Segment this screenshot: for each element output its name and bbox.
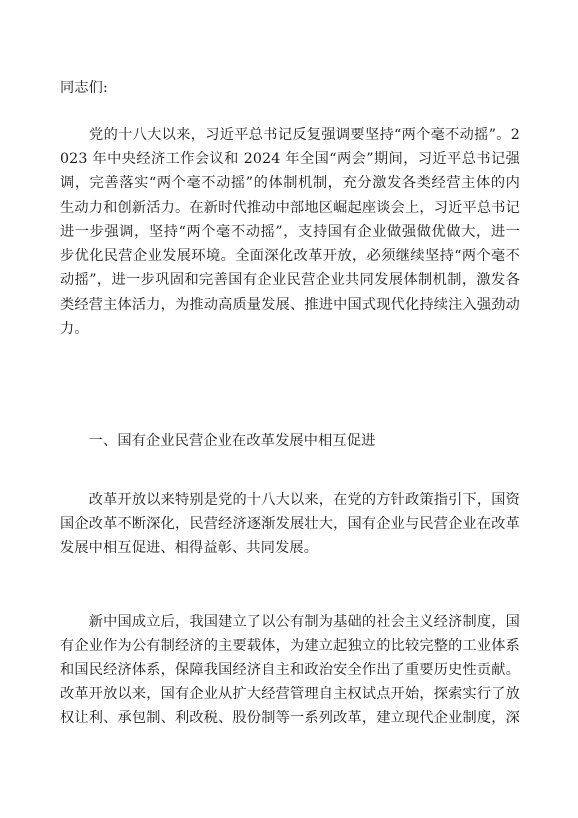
paragraph-3-line-5: 权让利、承包制、利改税、股份制等一系列改革，建立现代企业制度，深 xyxy=(60,710,520,726)
paragraph-3-line-3: 和国民经济体系，保障我国经济自主和政治安全作出了重要历史性贡献。 xyxy=(60,662,520,678)
section-heading: 一、国有企业民营企业在改革发展中相互促进 xyxy=(60,433,376,449)
paragraph-1-line-1: 党的十八大以来，习近平总书记反复强调要坚持“两个毫不动摇”。2 xyxy=(60,127,520,143)
paragraph-3-line-4: 改革开放以来，国有企业从扩大经营管理自主权试点开始，探索实行了放 xyxy=(60,686,520,702)
paragraph-2-line-1: 改革开放以来特别是党的十八大以来，在党的方针政策指引下，国资 xyxy=(60,492,520,508)
paragraph-3-line-2: 有企业作为公有制经济的主要载体，为建立起独立的比较完整的工业体系 xyxy=(60,638,520,654)
paragraph-1-line-9: 力。 xyxy=(60,321,89,337)
paragraph-1-line-4: 生动力和创新活力。在新时代推动中部地区崛起座谈会上，习近平总书记 xyxy=(60,200,520,216)
paragraph-1-line-7: 动摇”，进一步巩固和完善国有企业民营企业共同发展体制机制，激发各 xyxy=(60,272,520,288)
paragraph-1-line-2: 023 年中央经济工作会议和 2024 年全国“两会”期间，习近平总书记强 xyxy=(60,151,520,167)
salutation: 同志们: xyxy=(60,80,108,96)
paragraph-1-line-3: 调，完善落实“两个毫不动摇”的体制机制，充分激发各类经营主体的内 xyxy=(60,175,520,191)
paragraph-2-line-3: 发展中相互促进、相得益彰、共同发展。 xyxy=(60,540,319,556)
paragraph-1-line-6: 步优化民营企业发展环境。全面深化改革开放，必须继续坚持“两个毫不 xyxy=(60,248,520,264)
paragraph-3-line-1: 新中国成立后，我国建立了以公有制为基础的社会主义经济制度，国 xyxy=(60,614,520,630)
paragraph-1-line-8: 类经营主体活力，为推动高质量发展、推进中国式现代化持续注入强劲动 xyxy=(60,297,520,313)
paragraph-1-line-5: 进一步强调，坚持“两个毫不动摇”，支持国有企业做强做优做大，进一 xyxy=(60,224,520,240)
paragraph-2-line-2: 国企改革不断深化，民营经济逐渐发展壮大，国有企业与民营企业在改革 xyxy=(60,516,520,532)
